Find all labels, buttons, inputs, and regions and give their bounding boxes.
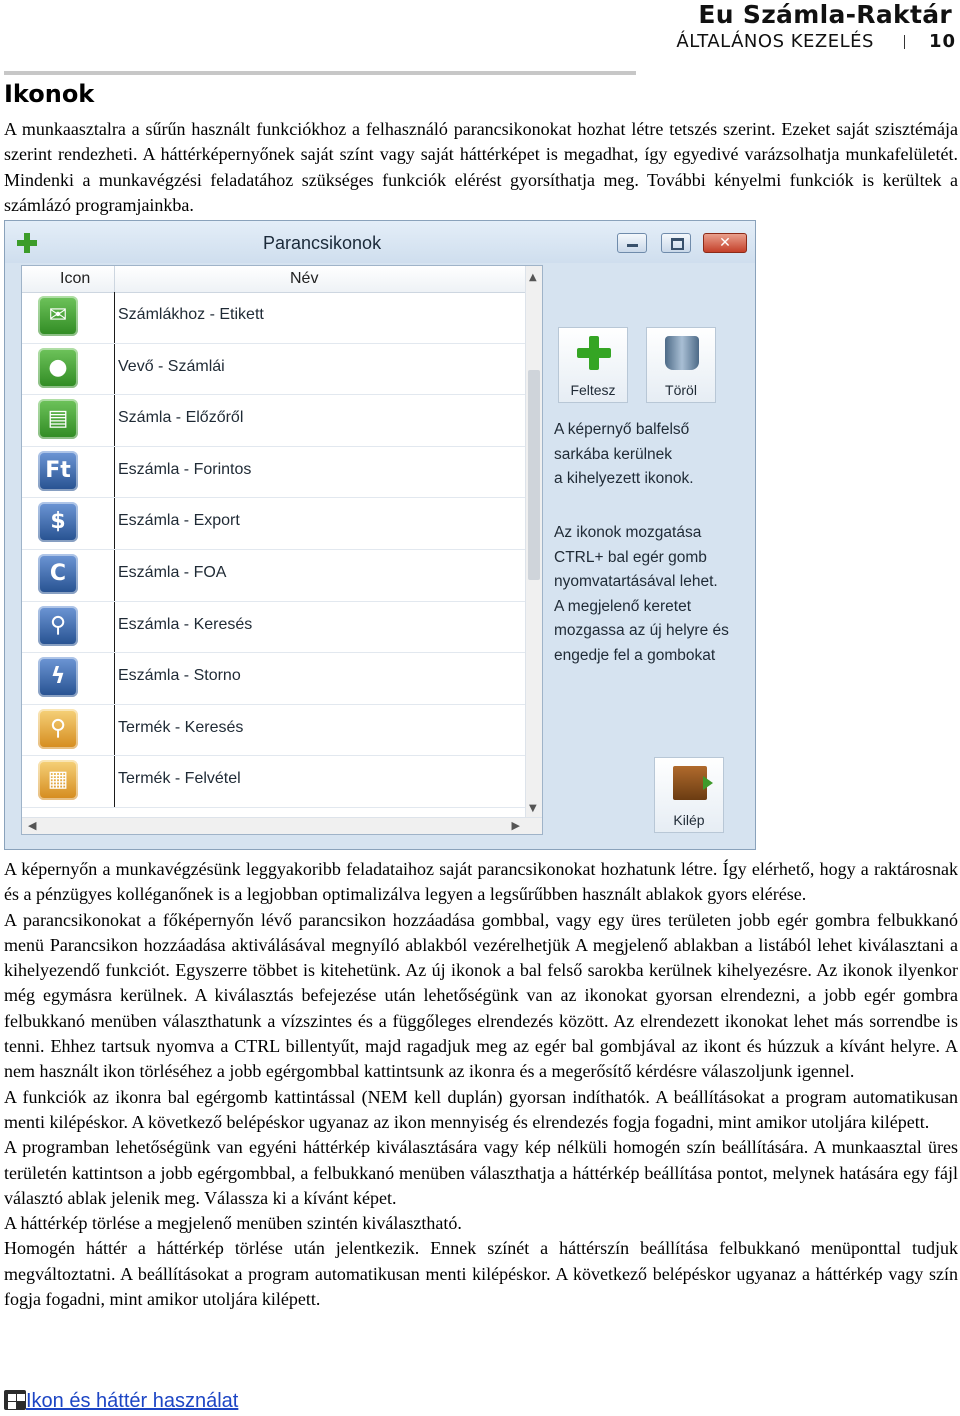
magnifier-icon: ⚲ — [38, 606, 78, 646]
scroll-left-icon[interactable]: ◀ — [28, 819, 37, 832]
list-item[interactable] — [22, 498, 526, 550]
body-paragraph: A programban lehetőségünk van egyéni háttérkép kiválasztására vagy kép nélküli homogén szín beállítására. A munkaasztal üres területén kattintson a jobb egérgombbal, a felbukkanó menüben választhatja a háttérkép beállítása pontot, melynek hatására egy fájl választó ablak jelenik meg. Válassza ki a kívánt képet. — [4, 1137, 958, 1208]
section-heading: Ikonok — [4, 80, 95, 108]
note-line: Az ikonok mozgatása — [554, 524, 702, 541]
list-item[interactable] — [22, 550, 526, 602]
header-rule — [4, 71, 636, 75]
scroll-thumb[interactable] — [528, 370, 540, 580]
forint-icon: Ft — [38, 451, 78, 491]
horizontal-scrollbar[interactable] — [22, 817, 542, 834]
note-line: nyomvatartásával lehet. — [554, 573, 718, 590]
shortcut-list[interactable] — [21, 265, 543, 835]
product-title: Eu Számla-Raktár — [698, 0, 952, 29]
body-paragraph: A képernyőn a munkavégzésünk leggyakoribb feladataihoz saját parancsikonokat hozhatunk létre. Így elérhető, hogy a raktárosnak és a pénzügyes kolléganőnek is a legjobban optimalizálva legyen a legsűrűbben használt ablakok gyors elérése. — [4, 859, 958, 905]
video-link-line — [4, 1390, 238, 1414]
note-placement — [554, 418, 694, 492]
magnifier-icon: ⚲ — [38, 709, 78, 749]
list-item-label: Eszámla - Keresés — [118, 615, 253, 633]
vertical-scrollbar[interactable] — [525, 266, 542, 818]
column-header-name[interactable]: Név — [290, 270, 319, 287]
video-icon[interactable] — [4, 1390, 26, 1410]
document-icon: ▤ — [38, 399, 78, 439]
list-item[interactable] — [22, 756, 526, 808]
list-item[interactable] — [22, 395, 526, 447]
lightning-icon: ϟ — [38, 657, 78, 697]
list-item[interactable] — [22, 653, 526, 705]
list-item-label: Vevő - Számlái — [118, 357, 225, 375]
list-header — [22, 266, 526, 293]
add-shortcut-button[interactable] — [558, 327, 628, 403]
dollar-icon: $ — [38, 502, 78, 542]
exit-button-label: Kilép — [673, 812, 705, 828]
window-title: Parancsikonok — [263, 233, 382, 253]
body-paragraph: A funkciók az ikonra bal egérgomb kattintással (NEM kell duplán) gyorsan indíthatók. A beállításokat a program automatikusan menti kilépéskor. A következő belépéskor ugyanaz az ikon mennyiség és elrendezés fogja fogadni, mint amikor utoljára kilépett. — [4, 1086, 958, 1132]
list-item-label: Eszámla - Forintos — [118, 460, 252, 478]
note-moving — [554, 521, 729, 668]
body-paragraph: A háttérkép törlése a megjelenő menüben szintén kiválasztható. — [4, 1213, 462, 1234]
list-item-label: Eszámla - FOA — [118, 563, 227, 581]
section-title: ÁLTALÁNOS KEZELÉS — [676, 31, 874, 52]
scroll-right-icon[interactable]: ▶ — [511, 819, 520, 832]
parancsikonok-window — [4, 220, 756, 850]
page-number: 10 — [928, 31, 956, 52]
header-separator — [904, 35, 905, 49]
window-titlebar[interactable] — [5, 221, 755, 263]
envelope-icon: ✉ — [38, 296, 78, 336]
list-item[interactable] — [22, 602, 526, 654]
body-paragraph: A parancsikonokat a főképernyőn lévő parancsikon hozzáadása gombbal, vagy egy üres területen jobb egér gombra felbukkanó menü Parancsikon hozzáadása aktiválásával megnyíló ablakból vezérelhetjük A megjelenő ablakban a listából lehet kiválasztani a kihelyezendő funkciót. Egyszerre többet is kitehetünk. Az új ikonok a bal felső sarokba kerülnek kihelyezésre. Az ikonok ilyenkor még egymásra kerülnek. A kiválasztás befejezése után lehetőségünk van az ikonokat gyorsan elrendezni, a jobb egér gombra felbukkanó menüben választhatunk a vízszintes és a függőleges elrendezés között. Az elrendezett ikonokat lehet más sorrendbe is tenni. Ehhez tartsuk nyomva a CTRL billentyűt, majd ragadjuk meg az egér bal gombjával az ikont és húzzuk a kívánt helyre. A nem használt ikon törléséhez a jobb egérgombbal kattintsunk az ikonra és a megerősítő kérdésre válaszoljunk igennel. — [4, 909, 958, 1082]
trash-icon — [665, 336, 699, 370]
refresh-icon: C — [38, 554, 78, 594]
note-line: engedje fel a gombokat — [554, 646, 716, 664]
door-icon — [673, 766, 707, 800]
maximize-button[interactable] — [661, 233, 691, 253]
body-paragraph: Homogén háttér a háttérkép törlése után jelentkezik. Ennek színét a háttérszín beállítása felbukkanó menüponttal tudjuk megváltoztatni. A beállításokat a program automatikusan menti kilépéskor. A következő belépéskor ugyanaz a háttérkép vagy szín fogja fogadni, mint amikor utoljára kilépett. — [4, 1238, 958, 1310]
add-button-label: Feltesz — [570, 382, 616, 398]
delete-button-label: Töröl — [665, 382, 697, 398]
video-link[interactable]: Ikon és háttér használat — [26, 1390, 239, 1412]
column-separator — [114, 266, 115, 292]
list-item[interactable] — [22, 705, 526, 757]
list-item-label: Termék - Keresés — [118, 718, 244, 736]
note-line: a kihelyezett ikonok. — [554, 470, 694, 487]
list-item[interactable] — [22, 447, 526, 499]
intro-paragraph: A munkaasztalra a sűrűn használt funkciókhoz a felhasználó parancsikonokat hozhat létre tetszés szerint. Ezeket saját szisztémája szerint rendezheti. A háttérképernyőnek saját színt vagy saját háttérképet is megadhat, így egyedivé varázsolhatja munkafelületét. Mindenki a munkavégzési feladatához szükséges funkciók elérést gyorsíthatja meg. További kényelmi funkciók is kerültek a számlázó programjainkba. — [4, 119, 958, 215]
register-icon: ▦ — [38, 760, 78, 800]
exit-button[interactable] — [654, 757, 724, 833]
note-line: A képernyő balfelső — [554, 421, 690, 438]
list-item[interactable] — [22, 292, 526, 344]
body-text — [4, 857, 958, 1312]
list-item-label: Számlákhoz - Etikett — [118, 306, 264, 323]
list-item-label: Számla - Előzőről — [118, 409, 244, 427]
section-header — [676, 31, 956, 52]
person-icon: ● — [38, 348, 78, 388]
note-line: CTRL+ bal egér gomb — [554, 548, 707, 566]
column-header-icon[interactable]: Icon — [60, 270, 91, 287]
plus-icon — [17, 233, 37, 253]
list-item[interactable] — [22, 344, 526, 396]
minimize-button[interactable] — [617, 233, 647, 253]
list-item-label: Eszámla - Storno — [118, 667, 241, 685]
note-line: A megjelenő keretet — [554, 597, 692, 615]
scroll-up-icon[interactable]: ▲ — [529, 272, 537, 283]
list-item-label: Termék - Felvétel — [118, 770, 241, 788]
scroll-down-icon[interactable]: ▼ — [529, 803, 537, 814]
note-line: mozgassa az új helyre és — [554, 622, 729, 639]
close-button[interactable]: ✕ — [703, 233, 747, 253]
list-rows — [22, 292, 526, 808]
delete-shortcut-button[interactable] — [646, 327, 716, 403]
add-icon — [577, 336, 611, 370]
note-line: sarkába kerülnek — [554, 445, 673, 463]
list-item-label: Eszámla - Export — [118, 512, 240, 530]
